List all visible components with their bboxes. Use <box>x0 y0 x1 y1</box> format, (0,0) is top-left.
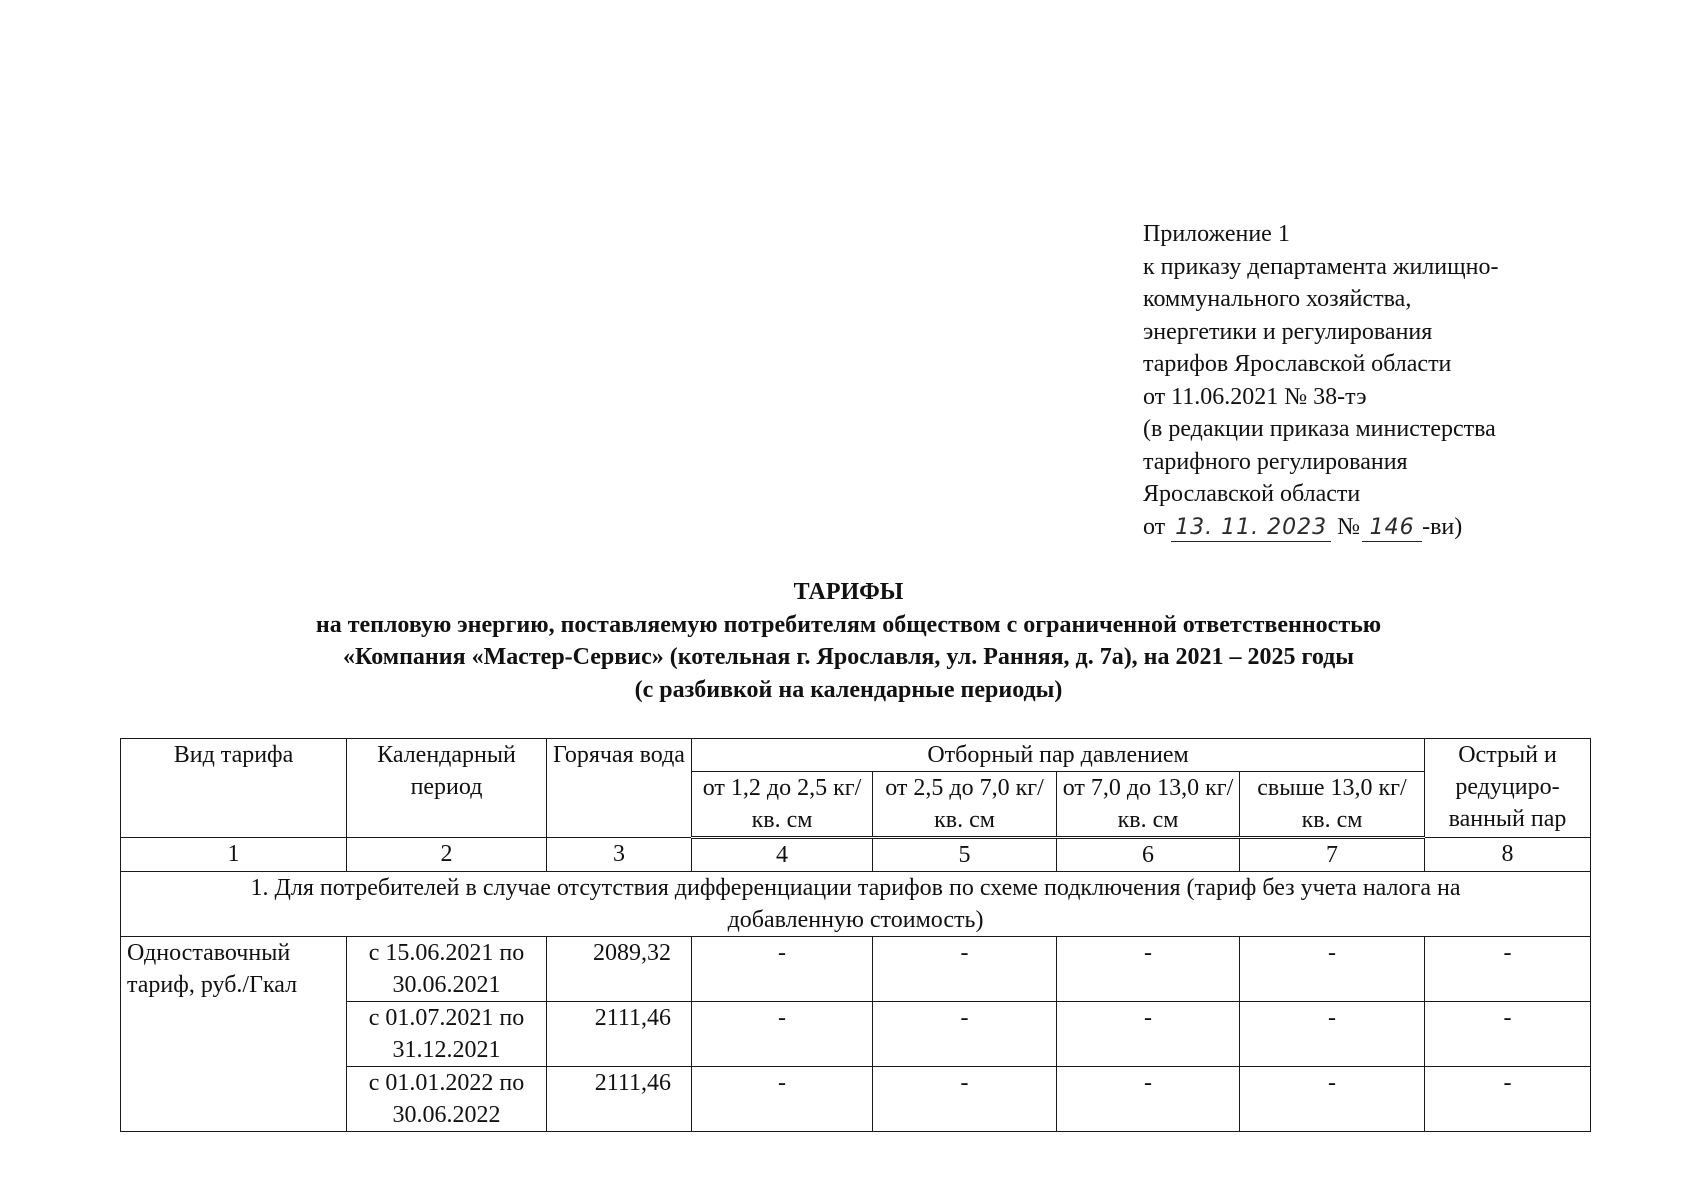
table-row <box>121 937 1591 1002</box>
header-row <box>121 739 1591 772</box>
steam-3-cell: - <box>1057 1067 1240 1132</box>
appendix-line: от 11.06.2021 № 38-тэ <box>1143 383 1367 410</box>
appendix-line: (в редакции приказа министерства <box>1143 416 1496 442</box>
tariff-table <box>120 738 1591 1132</box>
header-steam-3: от 7,0 до 13,0 кг/ кв. см <box>1057 772 1240 838</box>
header-steam-group: Отборный пар давлением <box>692 739 1425 772</box>
period-cell: с 15.06.2021 по 30.06.2021 <box>347 937 547 1002</box>
column-number: 7 <box>1240 838 1425 872</box>
appendix-line: к приказу департамента жилищно- <box>1143 253 1499 280</box>
steam-2-cell: - <box>873 1067 1057 1132</box>
appendix-line: Приложение 1 <box>1143 221 1290 247</box>
column-number-row <box>121 838 1591 872</box>
steam-2-cell: - <box>873 937 1057 1002</box>
appendix-block <box>1143 218 1663 543</box>
steam-2-cell: - <box>873 1002 1057 1067</box>
hot-water-cell: 2111,46 <box>547 1002 692 1067</box>
header-calendar-period: Календарный период <box>347 739 547 838</box>
steam-3-cell: - <box>1057 1002 1240 1067</box>
steam-4-cell: - <box>1240 1002 1425 1067</box>
steam-1-cell: - <box>692 937 873 1002</box>
title-line: «Компания «Мастер-Сервис» (котельная г. Ярославля, ул. Ранняя, д. 7а), на 2021 – 2025 годы <box>343 644 1354 670</box>
header-sharp-steam: Острый и редуциро-ванный пар <box>1425 739 1591 838</box>
appendix-line: тарифного регулирования <box>1143 448 1408 475</box>
sharp-steam-cell: - <box>1425 1067 1591 1132</box>
column-number: 4 <box>692 838 873 872</box>
appendix-amendment-line <box>1143 511 1663 544</box>
column-number: 2 <box>347 838 547 872</box>
column-number: 6 <box>1057 838 1240 872</box>
title-line: на тепловую энергию, поставляемую потребителям обществом с ограниченной ответственностью <box>315 611 1382 638</box>
column-number: 5 <box>873 838 1057 872</box>
appendix-line: энергетики и регулирования <box>1143 318 1433 345</box>
period-cell: с 01.01.2022 по 30.06.2022 <box>347 1067 547 1132</box>
handwritten-number: 146 <box>1362 515 1422 542</box>
steam-4-cell: - <box>1240 937 1425 1002</box>
title-heading: ТАРИФЫ <box>793 579 904 605</box>
header-steam-1: от 1,2 до 2,5 кг/ кв. см <box>692 772 873 838</box>
header-hot-water: Горячая вода <box>547 739 692 838</box>
steam-3-cell: - <box>1057 937 1240 1002</box>
hot-water-cell: 2111,46 <box>547 1067 692 1132</box>
period-cell: с 01.07.2021 по 31.12.2021 <box>347 1002 547 1067</box>
appendix-line: тарифов Ярославской области <box>1143 351 1452 377</box>
title-line: (с разбивкой на календарные периоды) <box>634 676 1063 703</box>
column-number: 3 <box>547 838 692 872</box>
steam-1-cell: - <box>692 1002 873 1067</box>
sharp-steam-cell: - <box>1425 937 1591 1002</box>
section-title: 1. Для потребителей в случае отсутствия дифференциации тарифов по схеме подключения (тариф без учета налога на добавленную стоимость) <box>121 872 1591 937</box>
amendment-prefix: от <box>1143 513 1166 540</box>
sharp-steam-cell: - <box>1425 1002 1591 1067</box>
steam-4-cell: - <box>1240 1067 1425 1132</box>
header-steam-4: свыше 13,0 кг/ кв. см <box>1240 772 1425 838</box>
section-row <box>121 872 1591 937</box>
number-sign: № <box>1337 513 1361 540</box>
document-title <box>0 576 1697 706</box>
appendix-line: Ярославской области <box>1143 481 1361 507</box>
hot-water-cell: 2089,32 <box>547 937 692 1002</box>
header-tariff-type: Вид тарифа <box>121 739 347 838</box>
appendix-line: коммунального хозяйства, <box>1143 286 1412 312</box>
tariff-name: Одноставочный тариф, руб./Гкал <box>121 937 347 1132</box>
header-steam-2: от 2,5 до 7,0 кг/ кв. см <box>873 772 1057 838</box>
column-number: 8 <box>1425 838 1591 872</box>
amendment-suffix: -ви) <box>1422 513 1463 540</box>
handwritten-date: 13. 11. 2023 <box>1171 515 1331 542</box>
column-number: 1 <box>121 838 347 872</box>
steam-1-cell: - <box>692 1067 873 1132</box>
